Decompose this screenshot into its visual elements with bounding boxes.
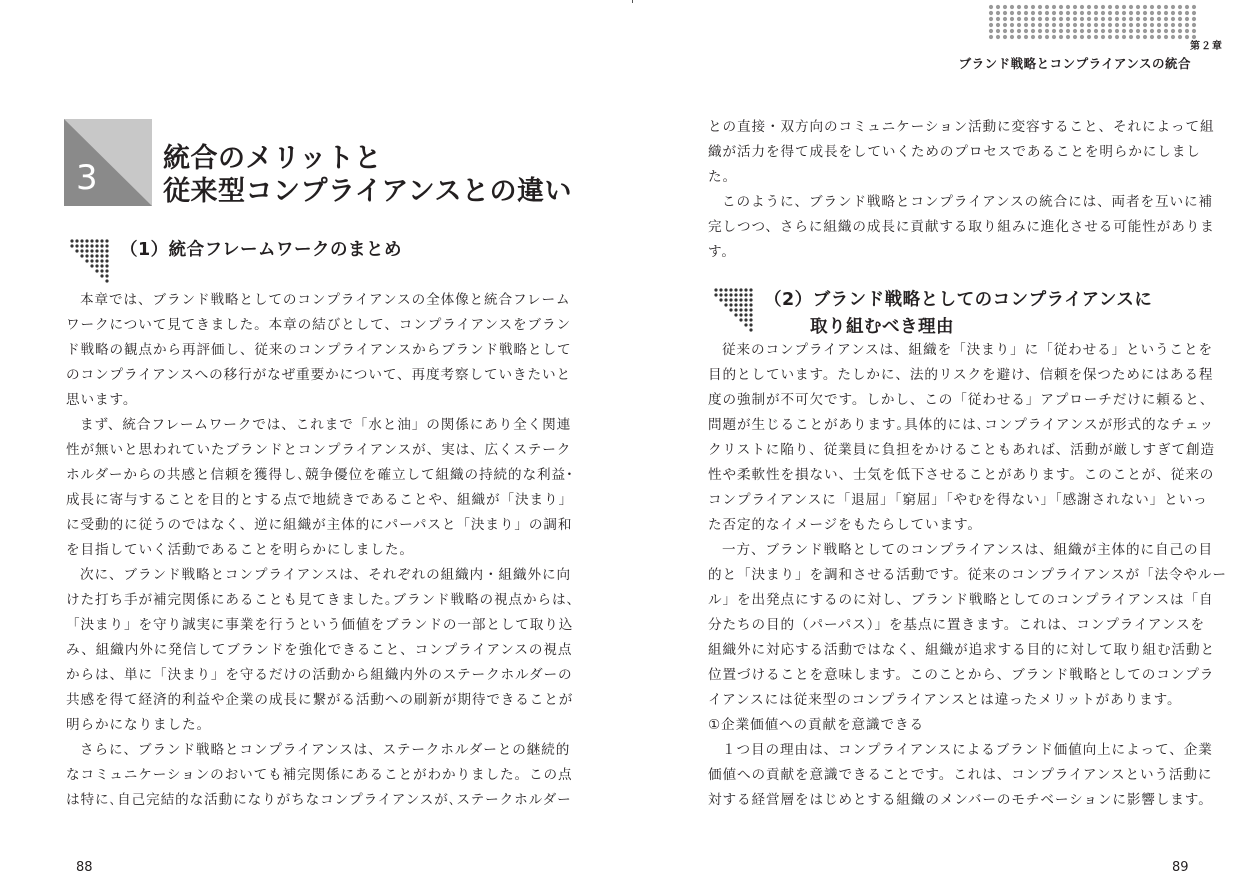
text-line: 従来のコンプライアンスは、組織を「決まり」に「従わせる」ということを — [722, 342, 1214, 358]
text-line: た。 — [708, 169, 737, 185]
text-line: は特に､自己完結的な活動になりがちなコンプライアンスが､ステークホルダー — [66, 792, 572, 808]
text-line: さらに、ブランド戦略とコンプライアンスは、ステークホルダーとの継続的 — [80, 742, 571, 758]
text-line: との直接・双方向のコミュニケーション活動に変容すること、それによって組 — [708, 119, 1215, 135]
text-line: 性が無いと思われていたブランドとコンプライアンスが、実は、広くステーク — [66, 442, 572, 458]
text-line: た否定的なイメージをもたらしています。 — [708, 517, 982, 533]
text-line: 分たちの目的（パーパス）」を基点に置きます。これは、コンプライアンスを — [708, 617, 1205, 633]
subheading-2 — [764, 287, 1152, 341]
text-line: ①企業価値への貢献を意識できる — [708, 717, 924, 733]
text-line: なコミュニケーションのおいても補完関係にあることがわかりました。この点 — [66, 767, 573, 783]
text-line: 成長に寄与することを目的とする点で地続きであることや、組織が「決まり」 — [66, 492, 574, 508]
text-line: まず、統合フレームワークでは、これまで「水と油」の関係にあり全く関連 — [80, 417, 572, 433]
text-line: 一方、ブランド戦略としてのコンプライアンスは、組織が主体的に自己の目 — [722, 542, 1214, 558]
text-line: 完しつつ、さらに組織の成長に貢献する取り組みに進化させる可能性がありま — [708, 219, 1215, 235]
text-line: 織が活力を得て成長をしていくためのプロセスであることを明らかにしまし — [708, 144, 1201, 160]
page-number-right: 89 — [1172, 860, 1189, 875]
heading-dots-icon — [64, 239, 110, 285]
text-line: ワークについて見てきました。本章の結びとして、コンプライアンスをブラン — [66, 317, 571, 333]
text-line: 組織外に対応する活動ではなく、組織が追求する目的に対して取り組む活動と — [708, 642, 1216, 658]
text-line: 対する経営層をはじめとする組織のメンバーのモチベーションに影響します。 — [708, 792, 1213, 808]
text-line: コンプライアンスに「退屈」「窮屈」「やむを得ない」「感謝されない」といっ — [708, 492, 1208, 508]
text-line: 価値への貢献を意識できることです。これは、コンプライアンスという活動に — [708, 767, 1213, 783]
section-title-line-2: 従来型コンプライアンスとの違い — [163, 176, 572, 207]
right-body-top-text — [708, 115, 1215, 265]
text-line: に受動的に従うのではなく、逆に組織が主体的にパーパスと「決まり」の調和 — [66, 517, 573, 533]
subheading-2-line-1: （2）ブランド戦略としてのコンプライアンスに — [764, 290, 1153, 310]
left-page — [0, 0, 629, 891]
text-line: す。 — [708, 244, 736, 260]
text-line: 的と「決まり」を調和させる活動です。従来のコンプライアンスが「法令やルー — [708, 567, 1227, 583]
text-line: 度の強制が不可欠です。しかし、この「従わせる」アプローチだけに頼ると、 — [708, 392, 1215, 408]
page-number-left: 88 — [76, 860, 93, 875]
text-line: 問題が生じることがあります｡具体的には､コンプライアンスが形式的なチェッ — [708, 417, 1215, 433]
text-line: み、組織内外に発信してブランドを強化できること、コンプライアンスの視点 — [66, 642, 573, 658]
section-title-line-1: 統合のメリットと — [163, 143, 382, 174]
text-line: ル」を出発点にするのに対し、ブランド戦略としてのコンプライアンスは「自 — [708, 592, 1214, 608]
text-line: 次に、ブランド戦略とコンプライアンスは、それぞれの組織内・組織外に向 — [80, 567, 572, 583]
subheading-2-line-2: 取り組むべき理由 — [810, 317, 954, 337]
text-line: クリストに陥り、従業員に負担をかけることもあれば、活動が厳しすぎて創造 — [708, 442, 1216, 458]
text-line: 位置づけることを意味します。このことから、ブランド戦略としてのコンプラ — [708, 667, 1215, 683]
text-line: のコンプライアンスへの移行がなぜ重要かについて、再度考察していきたいと — [66, 367, 571, 383]
text-line: 目的としています。たしかに、法的リスクを避け、信頼を保つためにはある程 — [708, 367, 1214, 383]
heading-dots-icon — [708, 288, 754, 334]
text-line: けた打ち手が補完関係にあることも見てきました｡ブランド戦略の視点からは、 — [66, 592, 581, 608]
text-line: このように、ブランド戦略とコンプライアンスの統合には、両者を互いに補 — [722, 194, 1214, 210]
chapter-number: 第２章 — [1190, 41, 1223, 52]
text-line: 思います。 — [66, 392, 138, 408]
text-line: イアンスには従来型のコンプライアンスとは違ったメリットがあります。 — [708, 692, 1182, 708]
text-line: 本章では、ブランド戦略としてのコンプライアンスの全体像と統合フレーム — [80, 292, 571, 308]
right-page — [630, 0, 1259, 891]
left-body-text — [66, 288, 581, 813]
text-line: ホルダーからの共感と信頼を獲得し､競争優位を確立して組織の持続的な利益･ — [66, 467, 574, 483]
chapter-title: ブランド戦略とコンプライアンスの統合 — [958, 56, 1191, 71]
text-line: １つ目の理由は、コンプライアンスによるブランド価値向上によって、企業 — [722, 742, 1213, 758]
text-line: を目指していく活動であることを明らかにしました。 — [66, 542, 414, 558]
section-number: 3 — [76, 158, 98, 198]
text-line: からは、単に「決まり」を守るだけの活動から組織内外のステークホルダーの — [66, 667, 573, 683]
right-body-bottom-text — [708, 338, 1227, 813]
text-line: 明らかになりました。 — [66, 717, 211, 733]
section-title — [163, 142, 572, 208]
text-line: 「決まり」を守り誠実に事業を行うという価値をブランドの一部として取り込 — [66, 617, 574, 633]
section-number-block — [64, 119, 152, 206]
text-line: ド戦略の観点から再評価し、従来のコンプライアンスからブランド戦略として — [66, 342, 572, 358]
text-line: 共感を得て経済的利益や企業の成長に繋がる活動への刷新が期待できることが — [66, 692, 574, 708]
dot-band-decoration — [988, 4, 1198, 40]
text-line: 性や柔軟性を損ない、士気を低下させることがあります。このことが、従来の — [708, 467, 1215, 483]
subheading-1: （1）統合フレームワークのまとめ — [120, 240, 402, 260]
